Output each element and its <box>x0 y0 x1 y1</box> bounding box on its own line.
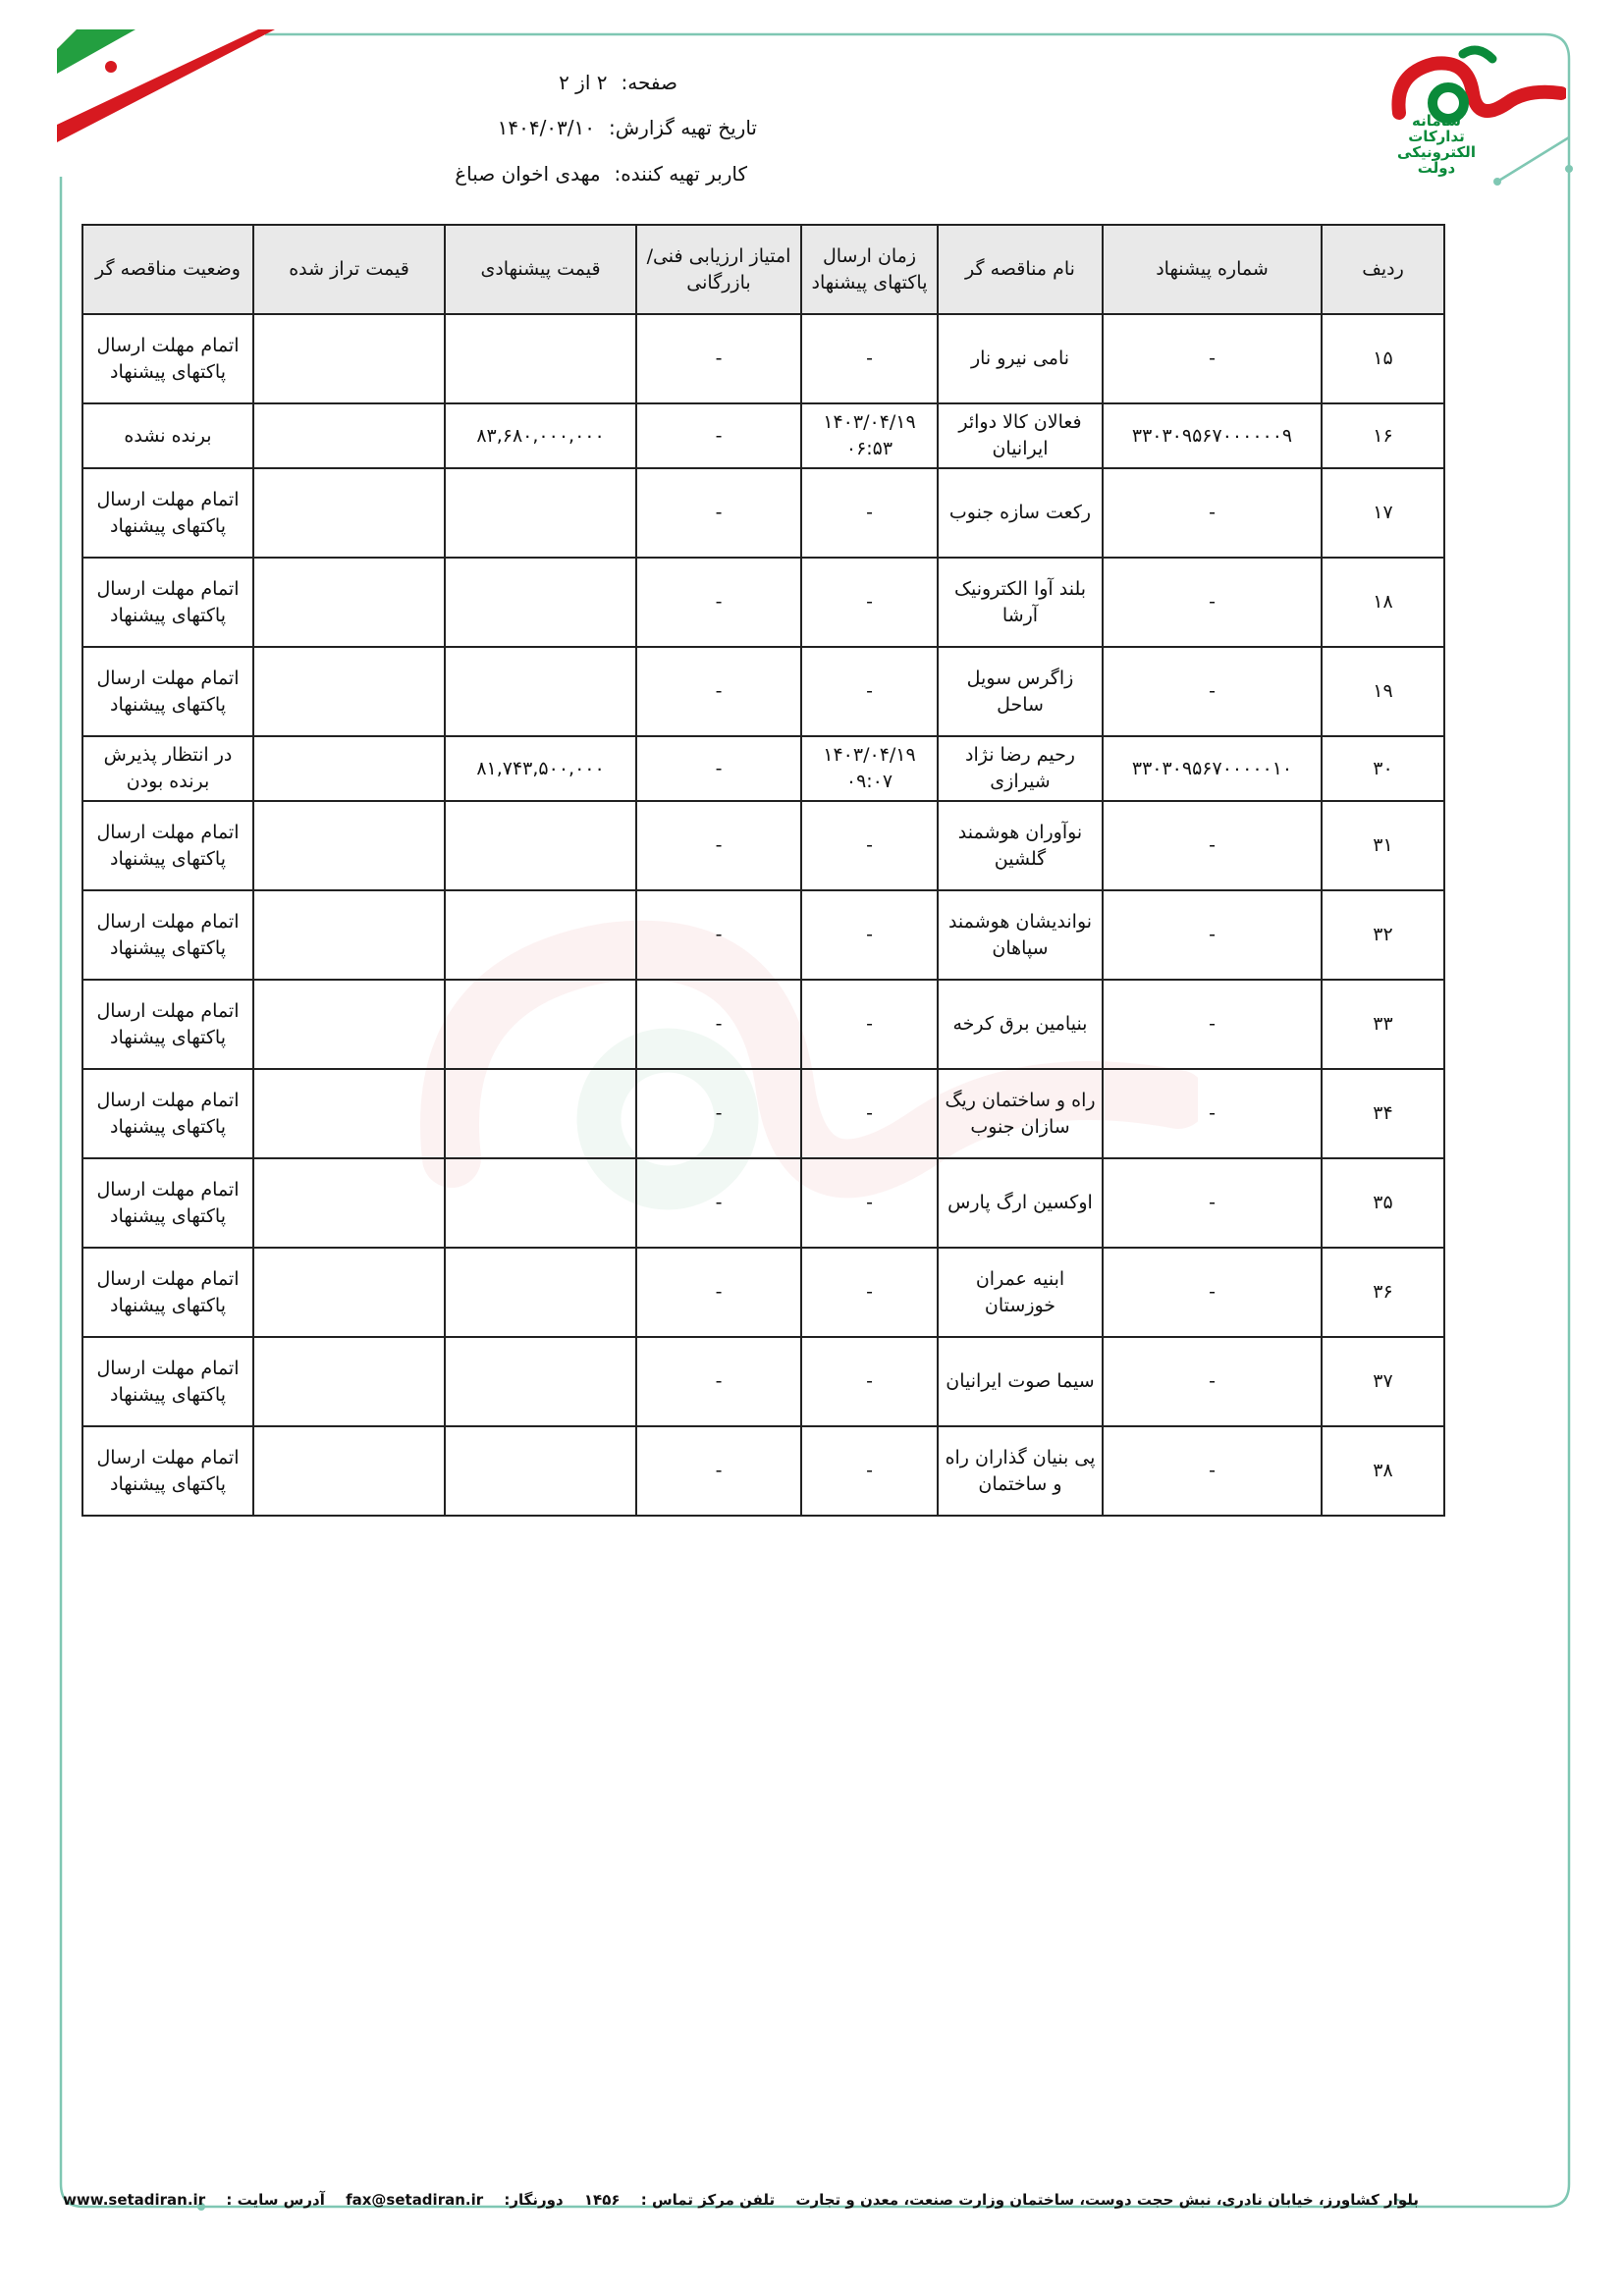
row-number-cell: ۳۴ <box>1322 1069 1444 1158</box>
footer-site-label: آدرس سایت : <box>226 2191 325 2209</box>
column-header-offer-price: قیمت پیشنهادی <box>445 225 636 314</box>
bidder-status-cell: اتمام مهلت ارسال پاکتهای پیشنهاد <box>82 314 253 403</box>
offer-price-cell: ۸۳,۶۸۰,۰۰۰,۰۰۰ <box>445 403 636 468</box>
submit-time-cell: - <box>801 314 938 403</box>
bidder-name-cell: نواندیشان هوشمند سپاهان <box>938 890 1103 980</box>
adjusted-price-cell <box>253 736 445 801</box>
offer-price-cell <box>445 1248 636 1337</box>
row-number-cell: ۱۵ <box>1322 314 1444 403</box>
row-number-cell: ۱۶ <box>1322 403 1444 468</box>
offer-number-cell: - <box>1103 890 1322 980</box>
row-number-cell: ۳۱ <box>1322 801 1444 890</box>
bidder-name-cell: پی بنیان گذاران راه و ساختمان <box>938 1426 1103 1516</box>
offer-price-cell <box>445 1426 636 1516</box>
offer-number-cell: - <box>1103 1426 1322 1516</box>
submit-time-cell: - <box>801 1337 938 1426</box>
adjusted-price-cell <box>253 468 445 558</box>
report-date-label: تاریخ تهیه گزارش: <box>609 116 757 139</box>
bidder-name-cell: راه و ساختمان ریگ سازان جنوب <box>938 1069 1103 1158</box>
table-row <box>82 1248 1444 1337</box>
row-number-cell: ۳۳ <box>1322 980 1444 1069</box>
offer-price-cell <box>445 558 636 647</box>
footer-fax-value[interactable]: fax@setadiran.ir <box>346 2191 484 2209</box>
bidder-status-cell: اتمام مهلت ارسال پاکتهای پیشنهاد <box>82 980 253 1069</box>
submit-time-cell: - <box>801 980 938 1069</box>
table-row <box>82 736 1444 801</box>
bidder-status-cell: اتمام مهلت ارسال پاکتهای پیشنهاد <box>82 801 253 890</box>
offer-number-cell: - <box>1103 1337 1322 1426</box>
row-number-cell: ۱۹ <box>1322 647 1444 736</box>
bidder-status-cell: اتمام مهلت ارسال پاکتهای پیشنهاد <box>82 890 253 980</box>
submit-time-cell: - <box>801 1069 938 1158</box>
bidder-name-cell: نامی نیرو نار <box>938 314 1103 403</box>
bidder-status-cell: اتمام مهلت ارسال پاکتهای پیشنهاد <box>82 1158 253 1248</box>
row-number-cell: ۱۷ <box>1322 468 1444 558</box>
footer-address: بلوار کشاورز، خیابان نادری، نبش حجت دوست، ساختمان وزارت صنعت، معدن و تجارت <box>795 2191 1419 2209</box>
footer-phone-label: تلفن مرکز تماس : <box>640 2191 776 2209</box>
score-cell: - <box>636 736 801 801</box>
adjusted-price-cell <box>253 1158 445 1248</box>
offer-number-cell: - <box>1103 801 1322 890</box>
bidder-status-cell: اتمام مهلت ارسال پاکتهای پیشنهاد <box>82 1337 253 1426</box>
table-row <box>82 558 1444 647</box>
logo-text <box>1397 113 1476 176</box>
offer-number-cell: ۳۳۰۳۰۹۵۶۷۰۰۰۰۰۰۹ <box>1103 403 1322 468</box>
table-row <box>82 403 1444 468</box>
report-author-value: مهدی اخوان صباغ <box>455 162 601 186</box>
offer-price-cell <box>445 1158 636 1248</box>
table-row <box>82 1158 1444 1248</box>
report-author <box>455 162 747 186</box>
bidder-status-cell: برنده نشده <box>82 403 253 468</box>
report-author-label: کاربر تهیه کننده: <box>614 162 747 186</box>
score-cell: - <box>636 314 801 403</box>
column-header-submit-time: زمان ارسال پاکتهای پیشنهاد <box>801 225 938 314</box>
bidder-name-cell: بلند آوا الکترونیک آرشا <box>938 558 1103 647</box>
footer-fax-label: دورنگار: <box>504 2191 564 2209</box>
bidder-status-cell: اتمام مهلت ارسال پاکتهای پیشنهاد <box>82 1248 253 1337</box>
offer-number-cell: ۳۳۰۳۰۹۵۶۷۰۰۰۰۰۱۰ <box>1103 736 1322 801</box>
row-number-cell: ۳۷ <box>1322 1337 1444 1426</box>
submit-time-cell: - <box>801 890 938 980</box>
offer-number-cell: - <box>1103 558 1322 647</box>
footer-phone-value: ۱۴۵۶ <box>583 2191 621 2209</box>
table-row <box>82 980 1444 1069</box>
page-footer <box>63 2191 1419 2209</box>
bidder-name-cell: بنیامین برق کرخه <box>938 980 1103 1069</box>
report-date <box>498 116 757 139</box>
table-row <box>82 1337 1444 1426</box>
bidder-status-cell: اتمام مهلت ارسال پاکتهای پیشنهاد <box>82 468 253 558</box>
adjusted-price-cell <box>253 890 445 980</box>
table-header-row <box>82 225 1444 314</box>
offer-number-cell: - <box>1103 314 1322 403</box>
logo-line: الکترونیکی <box>1397 143 1476 161</box>
score-cell: - <box>636 1337 801 1426</box>
bidder-name-cell: سیما صوت ایرانیان <box>938 1337 1103 1426</box>
submit-time-cell: ۱۴۰۳/۰۴/۱۹ ۰۹:۰۷ <box>801 736 938 801</box>
offer-number-cell: - <box>1103 980 1322 1069</box>
table-row <box>82 647 1444 736</box>
logo-line: دولت <box>1417 159 1456 177</box>
bidder-name-cell: رکعت سازه جنوب <box>938 468 1103 558</box>
logo-line: سامانه <box>1411 112 1462 130</box>
offer-price-cell: ۸۱,۷۴۳,۵۰۰,۰۰۰ <box>445 736 636 801</box>
adjusted-price-cell <box>253 1337 445 1426</box>
adjusted-price-cell <box>253 647 445 736</box>
table-row <box>82 1426 1444 1516</box>
row-number-cell: ۳۵ <box>1322 1158 1444 1248</box>
offer-price-cell <box>445 1337 636 1426</box>
bidder-status-cell: اتمام مهلت ارسال پاکتهای پیشنهاد <box>82 1069 253 1158</box>
offer-price-cell <box>445 468 636 558</box>
offer-number-cell: - <box>1103 647 1322 736</box>
offer-price-cell <box>445 890 636 980</box>
bidder-name-cell: زاگرس سویل ساحل <box>938 647 1103 736</box>
score-cell: - <box>636 1426 801 1516</box>
submit-time-cell: - <box>801 801 938 890</box>
column-header-row-number: ردیف <box>1322 225 1444 314</box>
row-number-cell: ۱۸ <box>1322 558 1444 647</box>
score-cell: - <box>636 403 801 468</box>
score-cell: - <box>636 1069 801 1158</box>
table-row <box>82 314 1444 403</box>
offer-price-cell <box>445 314 636 403</box>
row-number-cell: ۳۶ <box>1322 1248 1444 1337</box>
score-cell: - <box>636 558 801 647</box>
offer-price-cell <box>445 801 636 890</box>
offer-number-cell: - <box>1103 1158 1322 1248</box>
score-cell: - <box>636 1158 801 1248</box>
bidder-name-cell: فعالان کالا دوائر ایرانیان <box>938 403 1103 468</box>
column-header-adjusted-price: قیمت تراز شده <box>253 225 445 314</box>
page-number-label: صفحه: <box>621 71 677 94</box>
offer-price-cell <box>445 647 636 736</box>
row-number-cell: ۳۸ <box>1322 1426 1444 1516</box>
column-header-bidder-status: وضعیت مناقصه گر <box>82 225 253 314</box>
offer-price-cell <box>445 980 636 1069</box>
table-row <box>82 468 1444 558</box>
column-header-score: امتیاز ارزیابی فنی/بازرگانی <box>636 225 801 314</box>
column-header-offer-number: شماره پیشنهاد <box>1103 225 1322 314</box>
offer-number-cell: - <box>1103 1248 1322 1337</box>
score-cell: - <box>636 801 801 890</box>
submit-time-cell: - <box>801 1248 938 1337</box>
offer-number-cell: - <box>1103 468 1322 558</box>
submit-time-cell: - <box>801 558 938 647</box>
offer-number-cell: - <box>1103 1069 1322 1158</box>
iran-flag-ribbon <box>57 29 283 157</box>
score-cell: - <box>636 980 801 1069</box>
submit-time-cell: ۱۴۰۳/۰۴/۱۹ ۰۶:۵۳ <box>801 403 938 468</box>
offer-price-cell <box>445 1069 636 1158</box>
score-cell: - <box>636 1248 801 1337</box>
adjusted-price-cell <box>253 314 445 403</box>
submit-time-cell: - <box>801 1158 938 1248</box>
adjusted-price-cell <box>253 1069 445 1158</box>
bidder-status-cell: اتمام مهلت ارسال پاکتهای پیشنهاد <box>82 558 253 647</box>
score-cell: - <box>636 890 801 980</box>
bidder-status-cell: اتمام مهلت ارسال پاکتهای پیشنهاد <box>82 647 253 736</box>
logo-line: تدارکات <box>1408 128 1465 145</box>
report-date-value: ۱۴۰۴/۰۳/۱۰ <box>497 116 596 139</box>
submit-time-cell: - <box>801 647 938 736</box>
bidders-table <box>81 224 1445 1517</box>
table-row <box>82 890 1444 980</box>
row-number-cell: ۳۰ <box>1322 736 1444 801</box>
bidder-status-cell: اتمام مهلت ارسال پاکتهای پیشنهاد <box>82 1426 253 1516</box>
table-row <box>82 801 1444 890</box>
submit-time-cell: - <box>801 1426 938 1516</box>
bidder-status-cell: در انتظار پذیرش برنده بودن <box>82 736 253 801</box>
submit-time-cell: - <box>801 468 938 558</box>
score-cell: - <box>636 647 801 736</box>
adjusted-price-cell <box>253 558 445 647</box>
score-cell: - <box>636 468 801 558</box>
bidder-name-cell: رحیم رضا نژاد شیرازی <box>938 736 1103 801</box>
adjusted-price-cell <box>253 1426 445 1516</box>
page-number <box>559 71 677 94</box>
bidder-name-cell: ابنیه عمران خوزستان <box>938 1248 1103 1337</box>
adjusted-price-cell <box>253 980 445 1069</box>
adjusted-price-cell <box>253 1248 445 1337</box>
footer-site-value[interactable]: www.setadiran.ir <box>63 2191 206 2209</box>
column-header-bidder-name: نام مناقصه گر <box>938 225 1103 314</box>
page-number-value: ۲ از ۲ <box>559 71 608 94</box>
row-number-cell: ۳۲ <box>1322 890 1444 980</box>
bidder-name-cell: اوکسین ارگ پارس <box>938 1158 1103 1248</box>
adjusted-price-cell <box>253 403 445 468</box>
bidder-name-cell: نوآوران هوشمند گلشین <box>938 801 1103 890</box>
adjusted-price-cell <box>253 801 445 890</box>
table-row <box>82 1069 1444 1158</box>
